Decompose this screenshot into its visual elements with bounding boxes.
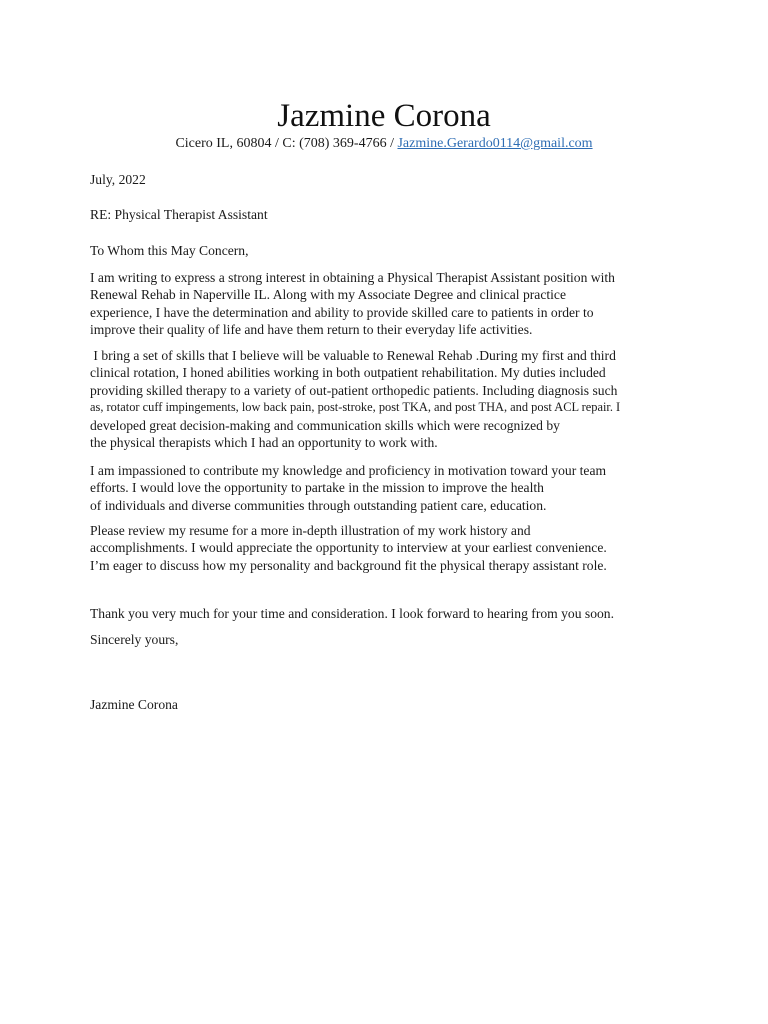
contact-details: Cicero IL, 60804 / C: (708) 369-4766 / xyxy=(175,136,398,151)
paragraph-1 xyxy=(90,269,690,339)
paragraph-line: efforts. I would love the opportunity to partake in the mission to improve the health xyxy=(90,480,544,496)
closing: Sincerely yours, xyxy=(90,632,179,647)
paragraph-2 xyxy=(90,347,690,451)
paragraph-line: as, rotator cuff impingements, low back pain, post-stroke, post TKA, and post THA, and post ACL repair. I xyxy=(90,400,621,415)
salutation: To Whom this May Concern, xyxy=(90,243,249,258)
paragraph-line: I’m eager to discuss how my personality and background fit the physical therapy assistant role. xyxy=(90,557,607,573)
paragraph-line: clinical rotation, I honed abilities working in both outpatient rehabilitation. My duties included xyxy=(90,365,606,381)
paragraph-line: experience, I have the determination and ability to provide skilled care to patients in order to xyxy=(90,304,594,320)
paragraph-3 xyxy=(90,462,690,514)
paragraph-line: improve their quality of life and have them return to their everyday life activities. xyxy=(90,322,533,338)
sender-name: Jazmine Corona xyxy=(277,98,491,134)
letter-date: July, 2022 xyxy=(90,172,146,187)
paragraph-line: accomplishments. I would appreciate the opportunity to interview at your earliest convenience. xyxy=(90,540,607,556)
paragraph-line: providing skilled therapy to a variety of out-patient orthopedic patients. Including diagnosis such xyxy=(90,382,618,398)
paragraph-line: of individuals and diverse communities through outstanding patient care, education. xyxy=(90,497,547,513)
paragraph-line: I bring a set of skills that I believe will be valuable to Renewal Rehab .During my first and third xyxy=(90,348,616,363)
paragraph-line: I am impassioned to contribute my knowledge and proficiency in motivation toward your team xyxy=(90,463,607,478)
contact-line xyxy=(0,135,768,153)
paragraph-line: I am writing to express a strong interest in obtaining a Physical Therapist Assistant position with xyxy=(90,270,615,285)
paragraph-line: the physical therapists which I had an opportunity to work with. xyxy=(90,435,438,451)
paragraph-4 xyxy=(90,522,690,574)
signature: Jazmine Corona xyxy=(90,697,178,712)
paragraph-line: Please review my resume for a more in-depth illustration of my work history and xyxy=(90,523,531,538)
closing-thanks: Thank you very much for your time and consideration. I look forward to hearing from you soon. xyxy=(90,606,614,621)
email-link[interactable]: Jazmine.Gerardo0114@gmail.com xyxy=(397,136,593,151)
re-line: RE: Physical Therapist Assistant xyxy=(90,207,268,222)
paragraph-line: developed great decision-making and communication skills which were recognized by xyxy=(90,417,560,433)
paragraph-line: Renewal Rehab in Naperville IL. Along with my Associate Degree and clinical practice xyxy=(90,287,566,303)
